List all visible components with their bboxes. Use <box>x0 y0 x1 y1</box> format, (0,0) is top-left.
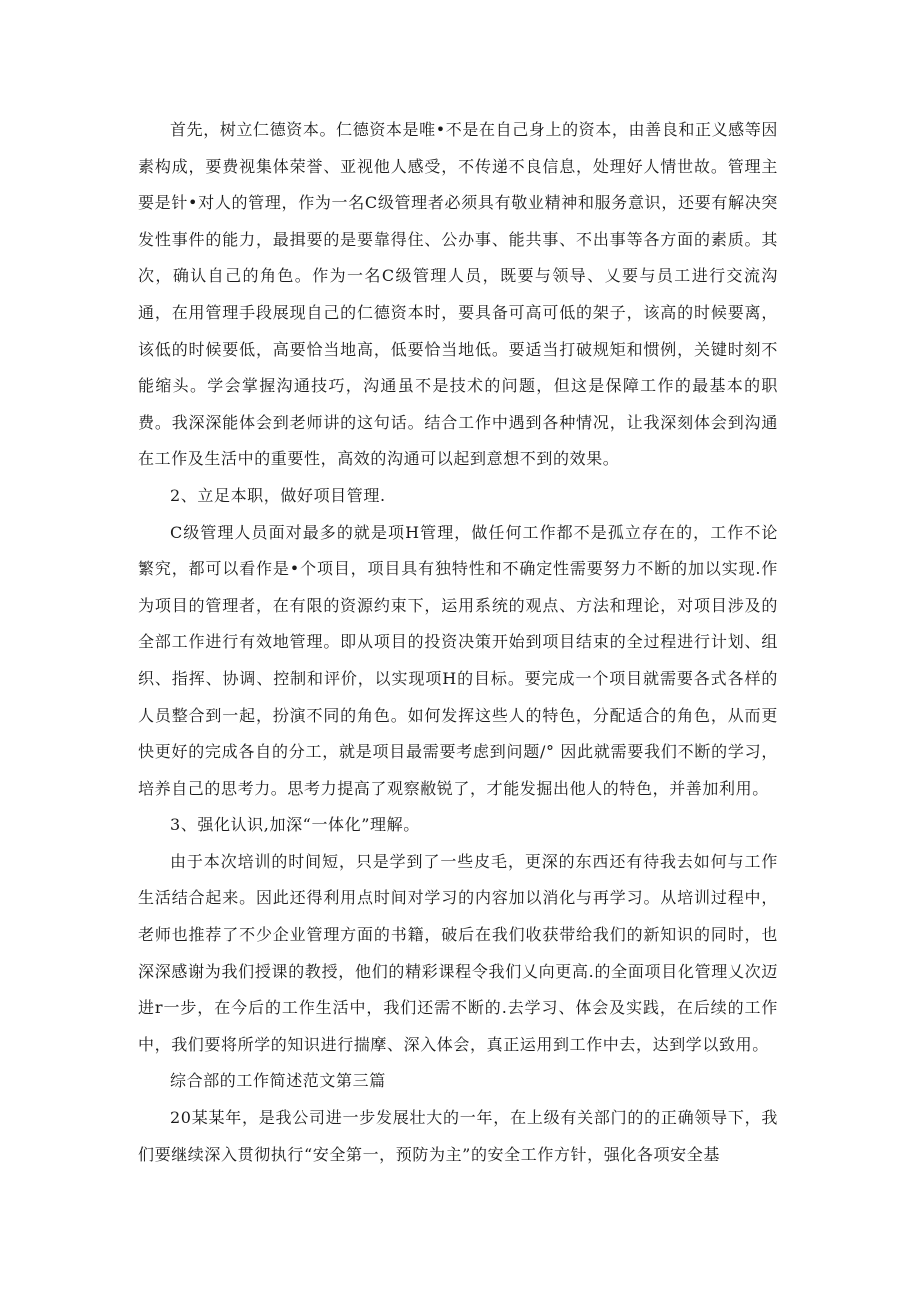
paragraph-third-article-intro: 20某某年，是我公司进一步发展壮大的一年，在上级有关部门的的正确领导下，我们要继续深入贯彻执行“安全第一，预防为主”的安全工作方针，强化各项安全基 <box>138 1108 778 1164</box>
heading-third-article: 综合部的工作简述范文第三篇 <box>170 1071 386 1091</box>
document-body <box>138 112 778 1173</box>
heading-project-management: 2、立足本职，做好项目管理. <box>170 485 386 505</box>
heading-integration: 3、强化认识,加深“一体化”理解。 <box>170 815 420 835</box>
paragraph-training-reflection: 由于本次培训的时间短，只是学到了一些皮毛，更深的东西还有待我去如何与工作生活结合起来。因此还得利用点时间对学习的内容加以消化与再学习。从培训过程中，老师也推荐了不少企业管理方面的书籍，破后在我们收获带给我们的新知识的同时，也深深感谢为我们授课的教授，他们的精彩课程令我们乂向更高.的全面项目化管理乂次迈进r一步，在今后的工作生活中，我们还需不断的.去学习、体会及实践，在后续的工作中，我们要将所学的知识进行揣摩、深入体会，真正运用到工作中去，达到学以致用。 <box>138 851 778 1054</box>
paragraph-project-management: C级管理人员面对最多的就是项H管理，做任何工作都不是孤立存在的，工作不论繁究，都可以看作是•个项目，项目具有独特性和不确定性需要努力不断的加以实现.作为项目的管理者，在有限的资源约束下，运用系统的观点、方法和理论，对项目涉及的全部工作进行有效地管理。即从项目的投资决策开始到项目结束的全过程进行计划、组织、指挥、协调、控制和评价，以实现项H的目标。要完成一个项目就需要各式各样的人员整合到一起，扮演不同的角色。如何发挥这些人的特色，分配适合的角色，从而更快更好的完成各自的分工，就是项目最需要考虑到问题/° 因此就需要我们不断的学习，培养自己的思考力。思考力提高了观察敝锐了，才能发掘出他人的特色，并善加利用。 <box>138 522 778 798</box>
paragraph-moral-capital: 首先，树立仁德资本。仁德资本是唯•不是在自己身上的资本，由善良和正义感等因素构成，要费视集体荣誉、亚视他人感受，不传递不良信息，处理好人情世故。管理主要是针•对人的管理，作为一名C级管理者必须具有敬业精神和服务意识，还要有解决突发性事件的能力，最揖要的是要靠得住、公办事、能共事、不出事等各方面的素质。其次，确认自己的角色。作为一名C级管理人员，既要与领导、乂要与员工进行交流沟通，在用管理手段展现自己的仁德资本时，要具备可高可低的架子，该高的时候要离，该低的时候要低，高要恰当地高，低要恰当地低。要适当打破规矩和惯例，关键时刻不能缩头。学会掌握沟通技巧，沟通虽不是技术的问题，但这是保障工作的最基本的职费。我深深能体会到老师讲的这句话。结合工作中遇到各种情况，让我深刻体会到沟通在工作及生活中的重要性，高效的沟通可以起到意想不到的效果。 <box>138 120 778 469</box>
